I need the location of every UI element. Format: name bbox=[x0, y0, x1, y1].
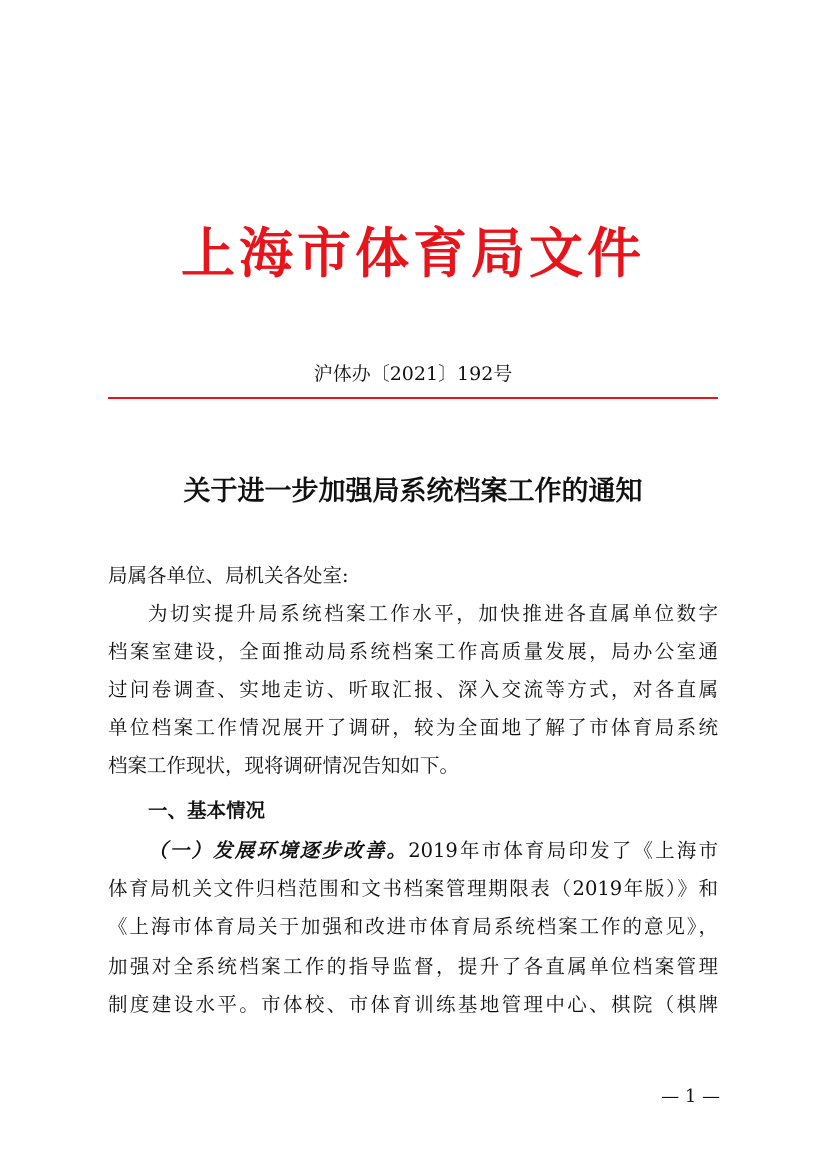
paragraph-line: 档案室建设，全面推动局系统档案工作高质量发展，局办公室通 bbox=[108, 640, 718, 663]
page-number: — 1 — bbox=[661, 1086, 720, 1107]
masthead-title: 上海市体育局文件 bbox=[181, 221, 645, 285]
paragraph-line: 单位档案工作情况展开了调研，较为全面地了解了市体育局系统 bbox=[108, 716, 718, 739]
paragraph-line: 档案工作现状，现将调研情况告知如下。 bbox=[108, 754, 460, 777]
paragraph-line: 制度建设水平。市体校、市体育训练基地管理中心、棋院（棋牌 bbox=[108, 993, 718, 1016]
paragraph-line: 《上海市体育局关于加强和改进市体育局系统档案工作的意见》， bbox=[108, 915, 718, 938]
salutation: 局属各单位、局机关各处室: bbox=[108, 564, 349, 587]
section-heading: 一、基本情况 bbox=[148, 799, 266, 822]
paragraph-text: 2019年市体育局印发了《上海市 bbox=[408, 839, 718, 862]
paragraph-line bbox=[148, 837, 718, 865]
document-number: 沪体办〔2021〕192号 bbox=[313, 363, 513, 385]
paragraph-line: 为切实提升局系统档案工作水平，加快推进各直属单位数字 bbox=[148, 602, 718, 625]
document-title: 关于进一步加强局系统档案工作的通知 bbox=[183, 476, 643, 507]
red-divider bbox=[108, 397, 718, 399]
subsection-heading: （一）发展环境逐步改善。 bbox=[148, 839, 409, 862]
paragraph-line: 体育局机关文件归档范围和文书档案管理期限表（2019年版）》和 bbox=[108, 877, 718, 900]
paragraph-line: 加强对全系统档案工作的指导监督，提升了各直属单位档案管理 bbox=[108, 955, 718, 978]
paragraph-line: 过问卷调查、实地走访、听取汇报、深入交流等方式，对各直属 bbox=[108, 678, 718, 701]
